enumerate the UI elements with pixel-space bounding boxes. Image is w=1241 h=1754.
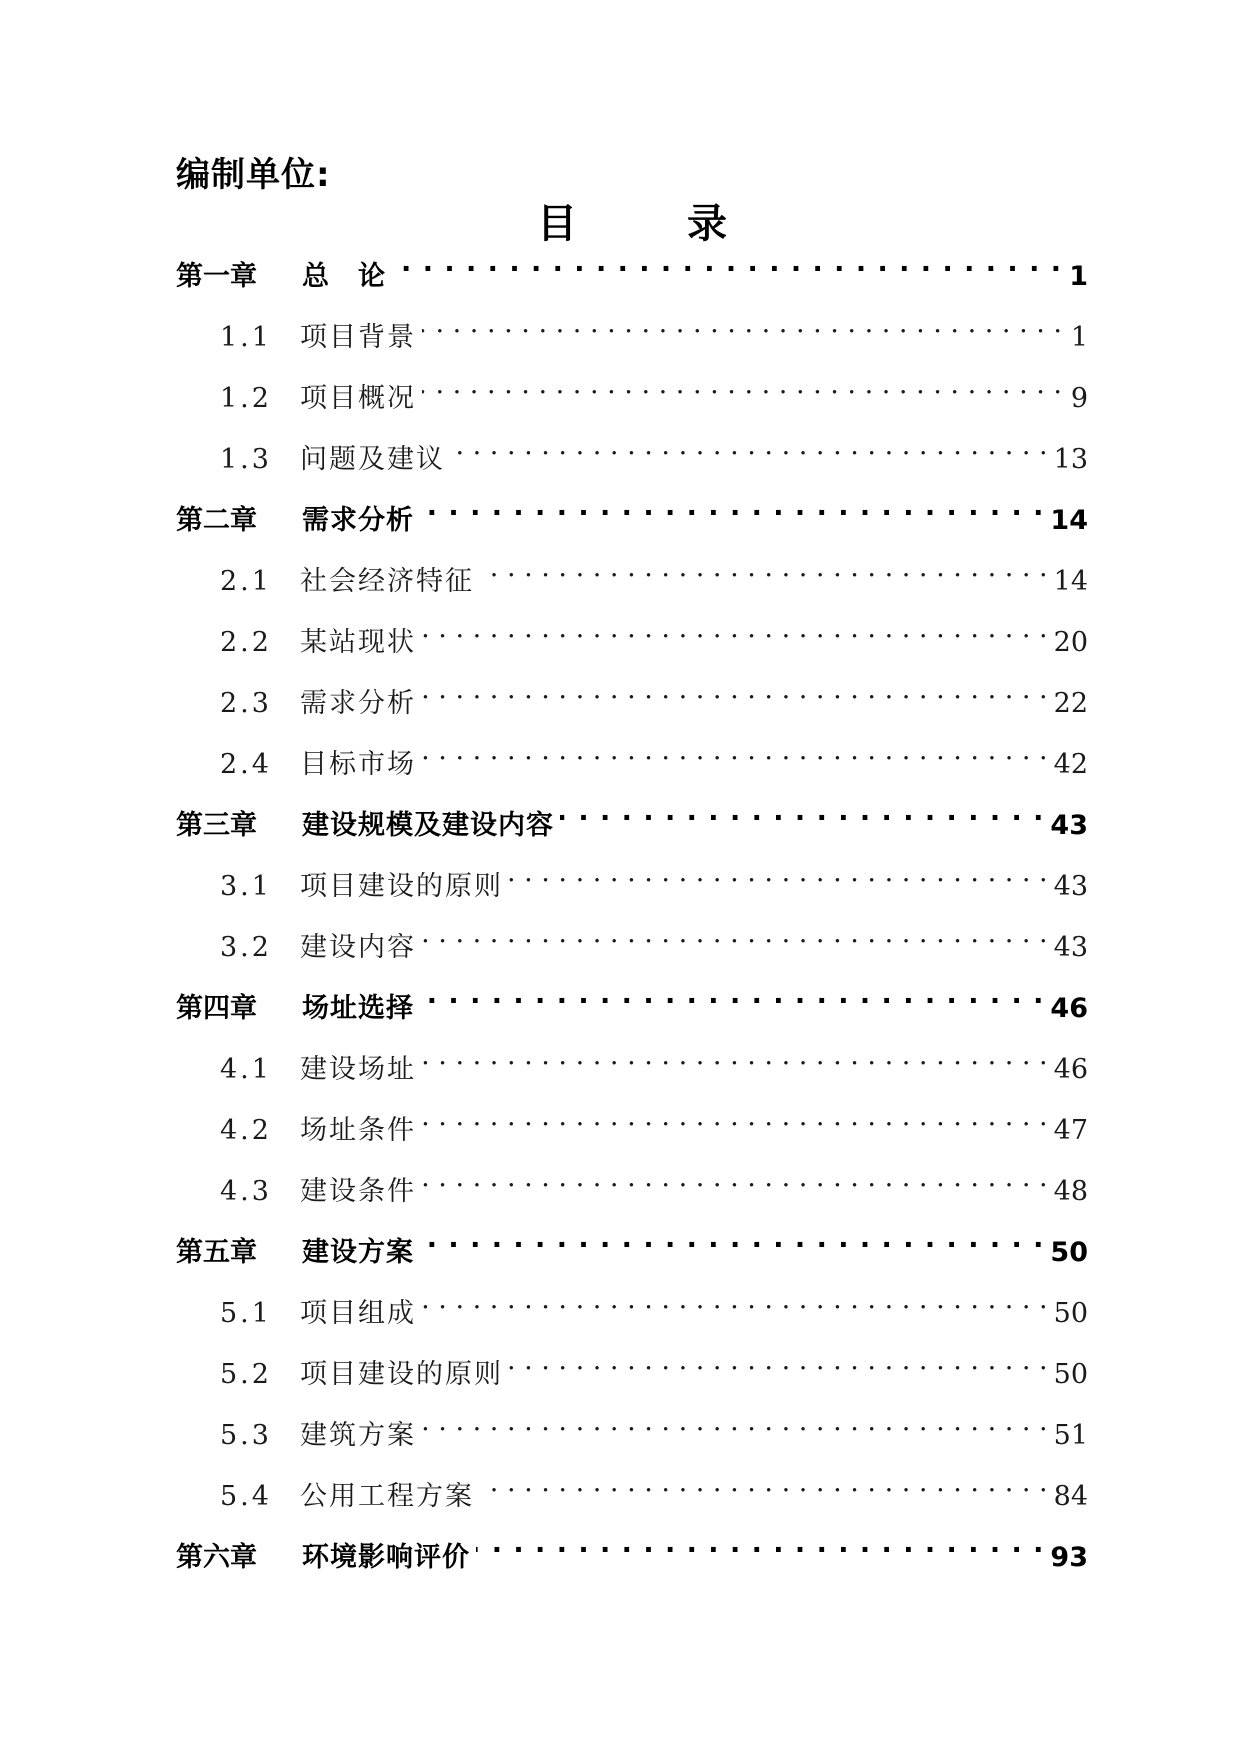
dot-leader [422,1295,1048,1322]
page-number: 22 [1053,688,1088,719]
toc-section-entry[interactable] [176,926,1088,987]
dot-leader [422,746,1048,773]
toc-section-entry[interactable] [176,1414,1088,1475]
dot-leader [420,502,1044,529]
section-title: 社会经济特征 [300,566,474,597]
toc-section-entry[interactable] [176,560,1088,621]
page-number: 20 [1053,627,1088,658]
page-number: 42 [1053,749,1088,780]
dot-leader [422,685,1048,712]
page-number: 1 [1070,322,1088,353]
dot-leader [422,624,1048,651]
section-number: 2.1 [220,566,272,597]
toc-section-entry[interactable] [176,621,1088,682]
chapter-label: 第六章 [176,1542,257,1573]
section-number: 4.1 [220,1054,272,1085]
chapter-label: 第一章 [176,261,257,292]
page-number: 43 [1053,871,1088,902]
chapter-label: 第五章 [176,1237,257,1268]
toc-chapter-entry[interactable] [176,499,1088,560]
page-number: 46 [1053,1054,1088,1085]
page-number: 1 [1069,261,1088,292]
dot-leader [509,868,1048,895]
toc-section-entry[interactable] [176,1353,1088,1414]
page-number: 93 [1050,1542,1088,1573]
section-number: 5.2 [220,1359,272,1390]
section-title: 公用工程方案 [300,1481,474,1512]
section-title: 需求分析 [300,688,416,719]
section-number: 5.4 [220,1481,272,1512]
dot-leader [451,441,1048,468]
toc-section-entry[interactable] [176,865,1088,926]
chapter-title: 建设方案 [302,1237,414,1268]
section-number: 4.2 [220,1115,272,1146]
toc-section-entry[interactable] [176,1170,1088,1231]
page-number: 46 [1050,993,1088,1024]
dot-leader [422,380,1062,407]
dot-leader [422,1173,1048,1200]
chapter-label: 第二章 [176,505,257,536]
page-number: 13 [1053,444,1088,475]
section-title: 建设条件 [300,1176,416,1207]
toc-chapter-entry[interactable] [176,1231,1088,1292]
chapter-title: 需求分析 [302,505,414,536]
chapter-title: 场址选择 [302,993,414,1024]
chapter-title: 环境影响评价 [302,1542,470,1573]
toc-section-entry[interactable] [176,682,1088,743]
section-title: 问题及建议 [300,444,445,475]
toc-heading-char-1: 目 [537,201,577,247]
dot-leader [480,1478,1048,1505]
section-number: 5.3 [220,1420,272,1451]
section-number: 1.2 [220,383,272,414]
chapter-label: 第四章 [176,993,257,1024]
page-number: 48 [1053,1176,1088,1207]
section-title: 某站现状 [300,627,416,658]
section-title: 目标市场 [300,749,416,780]
compiling-unit-label: 编制单位: [176,155,331,195]
toc-chapter-entry[interactable] [176,987,1088,1048]
section-title: 场址条件 [300,1115,416,1146]
page-number: 14 [1053,566,1088,597]
section-title: 项目背景 [300,322,416,353]
toc-section-entry[interactable] [176,1109,1088,1170]
page-number: 50 [1050,1237,1088,1268]
section-title: 建设内容 [300,932,416,963]
section-number: 2.2 [220,627,272,658]
toc-heading-char-2: 录 [687,201,727,247]
toc-chapter-entry[interactable] [176,255,1088,316]
toc-section-entry[interactable] [176,1048,1088,1109]
dot-leader [509,1356,1048,1383]
dot-leader [420,990,1044,1017]
page-number: 43 [1053,932,1088,963]
page-number: 9 [1070,383,1088,414]
dot-leader [422,929,1048,956]
page-number: 84 [1053,1481,1088,1512]
toc-section-entry[interactable] [176,1292,1088,1353]
chapter-title: 建设规模及建设内容 [302,810,554,841]
dot-leader [480,563,1048,590]
page-number: 43 [1050,810,1088,841]
toc-section-entry[interactable] [176,743,1088,804]
section-title: 项目建设的原则 [300,1359,503,1390]
toc-section-entry[interactable] [176,1475,1088,1536]
section-number: 2.3 [220,688,272,719]
dot-leader [560,807,1044,834]
section-title: 项目概况 [300,383,416,414]
section-title: 建设场址 [300,1054,416,1085]
chapter-title: 总 论 [302,261,386,292]
section-number: 2.4 [220,749,272,780]
dot-leader [420,1234,1044,1261]
dot-leader [422,1051,1048,1078]
section-number: 5.1 [220,1298,272,1329]
chapter-label: 第三章 [176,810,257,841]
dot-leader [422,1112,1048,1139]
dot-leader [392,258,1062,285]
dot-leader [422,319,1062,346]
page-number: 47 [1053,1115,1088,1146]
page-number: 14 [1050,505,1088,536]
toc-chapter-entry[interactable] [176,804,1088,865]
page-number: 51 [1053,1420,1088,1451]
section-title: 项目建设的原则 [300,871,503,902]
toc-section-entry[interactable] [176,438,1088,499]
page-number: 50 [1053,1359,1088,1390]
toc-section-entry[interactable] [176,316,1088,377]
section-number: 3.1 [220,871,272,902]
section-number: 1.1 [220,322,272,353]
toc-chapter-entry[interactable] [176,1536,1088,1597]
dot-leader [422,1417,1048,1444]
section-number: 4.3 [220,1176,272,1207]
section-title: 建筑方案 [300,1420,416,1451]
dot-leader [476,1539,1044,1566]
page-number: 50 [1053,1298,1088,1329]
table-of-contents [176,255,1088,1597]
section-number: 1.3 [220,444,272,475]
section-title: 项目组成 [300,1298,416,1329]
section-number: 3.2 [220,932,272,963]
toc-heading [176,196,1088,252]
toc-section-entry[interactable] [176,377,1088,438]
